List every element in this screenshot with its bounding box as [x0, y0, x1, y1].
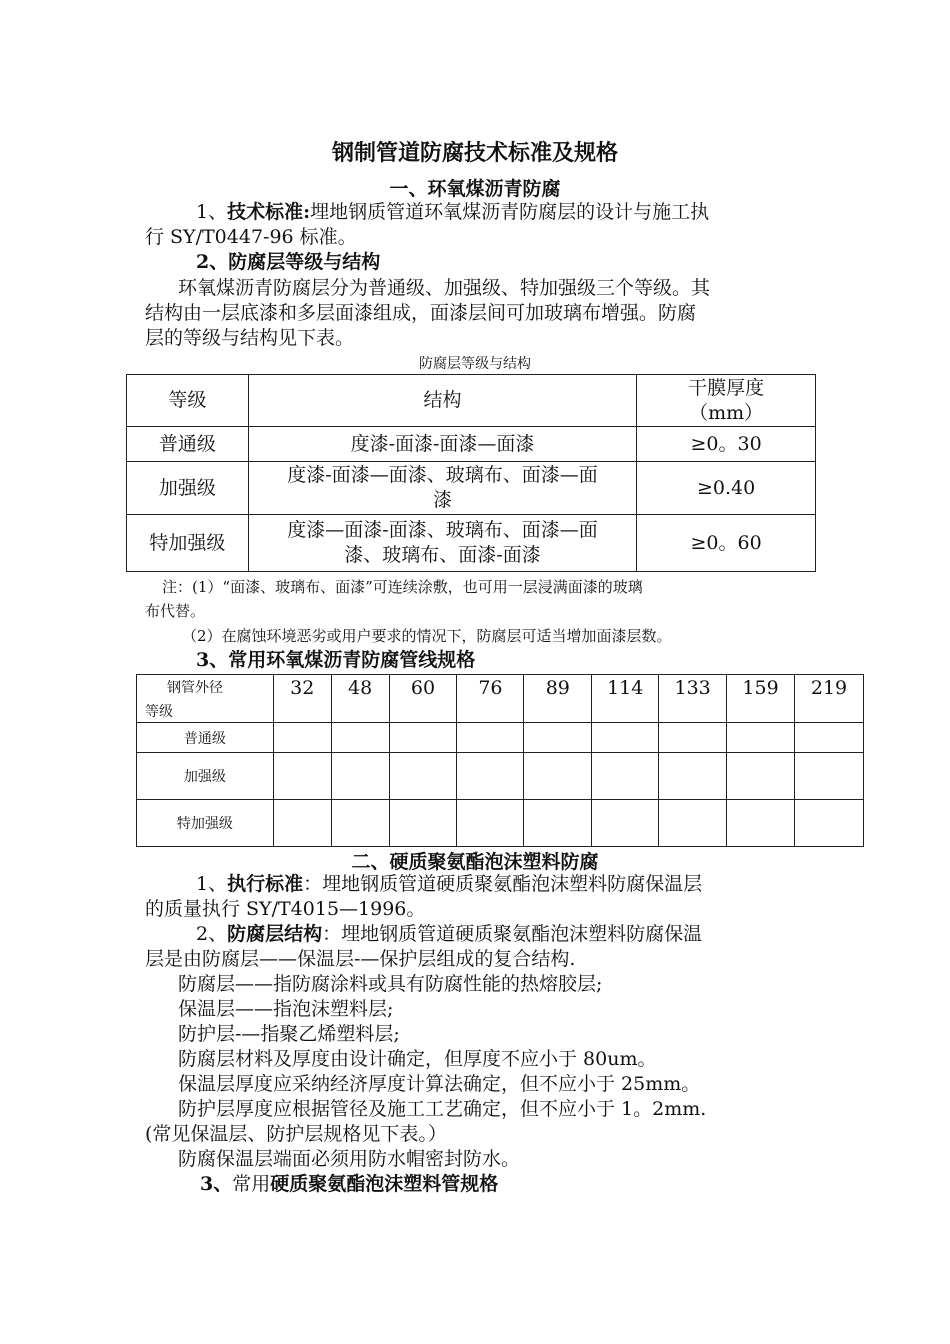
- spec-cell: [795, 723, 864, 753]
- spec-cell: [389, 723, 457, 753]
- item-number: 1、: [196, 873, 228, 895]
- table-caption: 防腐层等级与结构: [419, 356, 531, 372]
- diameter-cell: 219: [795, 675, 864, 723]
- spec-grade-label: 加强级: [137, 753, 274, 800]
- spec-cell: [795, 753, 864, 800]
- spec-row: [137, 800, 864, 847]
- diameter-cell: 60: [389, 675, 457, 723]
- spec-cell: [457, 723, 524, 753]
- corner-grade-label: 等级: [145, 704, 173, 720]
- header-thickness-line1: 干膜厚度: [688, 376, 765, 399]
- document-title: 钢制管道防腐技术标准及规格: [331, 140, 618, 166]
- note-1-line1: 注：(1）“面漆、玻璃布、面漆”可连续涂敷，也可用一层浸满面漆的玻璃: [162, 578, 643, 596]
- pipeline-spec-table: [136, 674, 864, 847]
- spec-row: [137, 753, 864, 800]
- spec-cell: [389, 753, 457, 800]
- paragraph-layer-structure-line1: [196, 922, 702, 947]
- paragraph-text: 埋地钢质管道环氧煤沥青防腐层的设计与施工执: [310, 201, 710, 223]
- diameter-cell: 48: [331, 675, 389, 723]
- spec-cell: [389, 800, 457, 847]
- header-thickness-unit: （mm）: [689, 401, 764, 424]
- paragraph-grades-line3: 层的等级与结构见下表。: [145, 327, 355, 349]
- table-row: [127, 515, 816, 572]
- section-heading-epoxy: 一、环氧煤沥青防腐: [389, 178, 561, 200]
- spec-cell: [727, 723, 795, 753]
- cell-structure-line2: 漆: [432, 489, 452, 511]
- bold-label: 执行标准: [227, 873, 304, 895]
- line-protective-layer: 防护层-—指聚乙烯塑料层;: [178, 1023, 400, 1045]
- cell-grade: 加强级: [127, 462, 249, 515]
- spec-cell: [331, 723, 389, 753]
- diameter-cell: 133: [659, 675, 727, 723]
- spec-cell: [592, 753, 659, 800]
- line-see-table: (常见保温层、防护层规格见下表。）: [145, 1123, 447, 1145]
- cell-structure: 度漆-面漆-面漆—面漆: [248, 427, 636, 462]
- table-row: [127, 462, 816, 515]
- spec-cell: [457, 800, 524, 847]
- grade-structure-table: [126, 374, 816, 572]
- paragraph-exec-standard-line1: [196, 872, 702, 897]
- cell-structure: [248, 515, 636, 572]
- spec-cell: [331, 753, 389, 800]
- diameter-cell: 76: [457, 675, 524, 723]
- table-header-row: [127, 375, 816, 427]
- spec-row: [137, 723, 864, 753]
- spec-cell: [727, 753, 795, 800]
- spec-grade-label: 特加强级: [137, 800, 274, 847]
- spec-cell: [331, 800, 389, 847]
- paragraph-text: 常用: [232, 1173, 271, 1195]
- paragraph-layer-structure-line2: 层是由防腐层——保温层-—保护层组成的复合结构.: [145, 948, 576, 970]
- table-row: [127, 427, 816, 462]
- cell-thickness: ≥0。60: [637, 515, 816, 572]
- spec-cell: [273, 753, 331, 800]
- cell-grade: 特加强级: [127, 515, 249, 572]
- cell-thickness: ≥0.40: [637, 462, 816, 515]
- bold-label: 技术标准:: [227, 201, 311, 223]
- spec-cell: [659, 723, 727, 753]
- line-protective-thickness: 防护层厚度应根据管径及施工工艺确定，但不应小于 1。2mm.: [178, 1098, 707, 1120]
- header-thickness: [637, 375, 816, 427]
- paragraph-exec-standard-line2: 的质量执行 SY/T4015—1996。: [145, 898, 426, 920]
- line-insulation-thickness: 保温层厚度应采纳经济厚度计算法确定，但不应小于 25mm。: [178, 1073, 701, 1095]
- bold-label: 硬质聚氨酯泡沫塑料管规格: [270, 1173, 499, 1195]
- line-anticorrosion-thickness: 防腐层材料及厚度由设计确定，但厚度不应小于 80um。: [178, 1048, 657, 1070]
- diameter-cell: 114: [592, 675, 659, 723]
- spec-cell: [659, 800, 727, 847]
- spec-header-row: [137, 675, 864, 723]
- spec-cell: [592, 723, 659, 753]
- cell-structure-line2: 漆、玻璃布、面漆-面漆: [344, 544, 541, 566]
- diameter-cell: 32: [273, 675, 331, 723]
- corner-diameter-label: 钢管外径: [167, 680, 223, 696]
- paragraph-text: ：埋地钢质管道硬质聚氨酯泡沫塑料防腐保温: [322, 923, 703, 945]
- line-end-cap: 防腐保温层端面必须用防水帽密封防水。: [178, 1148, 521, 1170]
- diameter-cell: 159: [727, 675, 795, 723]
- diameter-cell: 89: [524, 675, 592, 723]
- paragraph-tech-standard-line1: [196, 200, 709, 225]
- paragraph-tech-standard-line2: 行 SY/T0447-96 标准。: [145, 226, 357, 248]
- paragraph-text: ：埋地钢质管道硬质聚氨酯泡沫塑料防腐保温层: [303, 873, 703, 895]
- cell-structure: [248, 462, 636, 515]
- corner-header-cell: [137, 675, 274, 723]
- cell-grade: 普通级: [127, 427, 249, 462]
- subheading-grade-structure: 2、防腐层等级与结构: [196, 251, 381, 273]
- subheading-pipeline-specs: 3、常用环氧煤沥青防腐管线规格: [196, 649, 476, 671]
- paragraph-grades-line2: 结构由一层底漆和多层面漆组成，面漆层间可加玻璃布增强。防腐: [145, 302, 697, 324]
- cell-thickness: ≥0。30: [637, 427, 816, 462]
- header-structure: 结构: [248, 375, 636, 427]
- bold-label: 防腐层结构: [227, 923, 323, 945]
- note-2: （2）在腐蚀环境恶劣或用户要求的情况下，防腐层可适当增加面漆层数。: [182, 627, 672, 645]
- cell-structure-line1: 度漆-面漆—面漆、玻璃布、面漆—面: [287, 464, 598, 486]
- item-number: 3、: [200, 1173, 233, 1195]
- spec-cell: [795, 800, 864, 847]
- line-anticorrosion-layer: 防腐层——指防腐涂料或具有防腐性能的热熔胶层;: [178, 973, 603, 995]
- header-grade: 等级: [127, 375, 249, 427]
- item-number: 1、: [196, 201, 228, 223]
- cell-structure-line1: 度漆—面漆-面漆、玻璃布、面漆—面: [287, 519, 598, 541]
- line-insulation-layer: 保温层——指泡沫塑料层;: [178, 998, 394, 1020]
- spec-grade-label: 普通级: [137, 723, 274, 753]
- spec-cell: [524, 723, 592, 753]
- spec-cell: [273, 723, 331, 753]
- subheading-foam-pipe-specs: [200, 1172, 498, 1197]
- spec-cell: [273, 800, 331, 847]
- spec-cell: [659, 753, 727, 800]
- spec-cell: [592, 800, 659, 847]
- spec-cell: [524, 800, 592, 847]
- spec-cell: [524, 753, 592, 800]
- spec-cell: [457, 753, 524, 800]
- note-1-line2: 布代替。: [145, 602, 206, 620]
- paragraph-grades-line1: 环氧煤沥青防腐层分为普通级、加强级、特加强级三个等级。其: [178, 277, 711, 299]
- spec-cell: [727, 800, 795, 847]
- section-heading-polyurethane: 二、硬质聚氨酯泡沫塑料防腐: [351, 851, 599, 873]
- item-number: 2、: [196, 923, 228, 945]
